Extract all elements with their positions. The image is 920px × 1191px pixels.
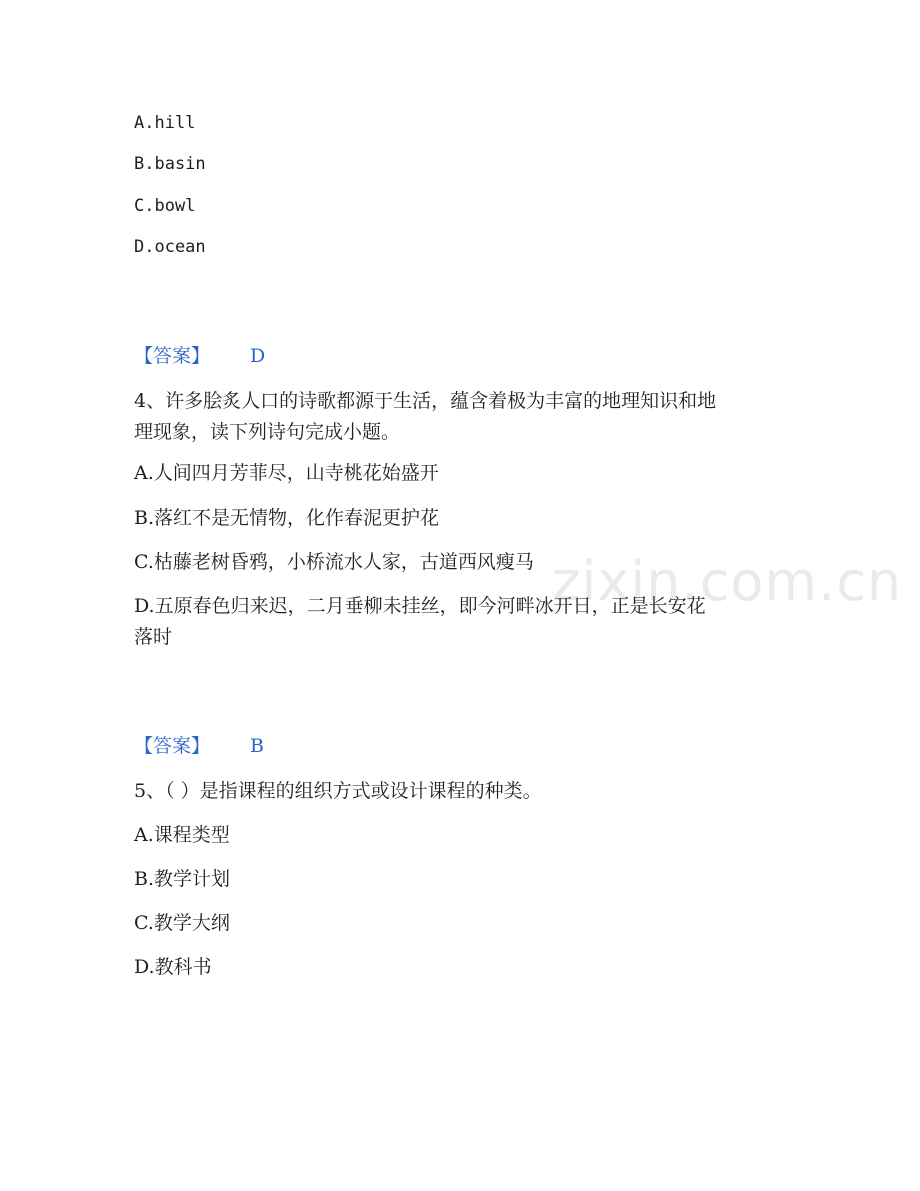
q4-option-b: B.落红不是无情物，化作春泥更护花 (134, 507, 440, 529)
q5-option-b: B.教学计划 (134, 868, 231, 890)
q4-option-c: C.枯藤老树昏鸦，小桥流水人家，古道西风瘦马 (134, 551, 534, 573)
q5-option-d: D.教科书 (134, 956, 212, 978)
q5-stem: 5、（ ）是指课程的组织方式或设计课程的种类。 (134, 780, 542, 802)
answer-value: D (250, 345, 266, 367)
q4-option-d: D.五原春色归来迟，二月垂柳未挂丝，即今河畔冰开日，正是长安花 (134, 595, 706, 617)
q3-option-a: A.hill (134, 113, 196, 133)
q4-option-d-cont: 落时 (134, 626, 173, 648)
answer-4 (134, 734, 264, 758)
q3-option-d: D.ocean (134, 237, 206, 257)
answer-label: 【答案】 (134, 735, 211, 757)
q5-option-c: C.教学大纲 (134, 912, 230, 934)
q5-option-a: A.课程类型 (134, 824, 230, 846)
q3-option-c: C.bowl (134, 196, 196, 216)
q4-option-a: A.人间四月芳菲尽，山寺桃花始盛开 (134, 462, 439, 484)
answer-label: 【答案】 (134, 345, 211, 367)
q4-stem-line2: 理现象，读下列诗句完成小题。 (134, 421, 401, 443)
answer-3 (134, 344, 266, 368)
watermark: zixin.com.cn (552, 550, 903, 613)
answer-value: B (250, 735, 264, 757)
q3-option-b: B.basin (134, 154, 206, 174)
q4-stem-line1: 4、许多脍炙人口的诗歌都源于生活，蕴含着极为丰富的地理知识和地 (134, 390, 717, 412)
